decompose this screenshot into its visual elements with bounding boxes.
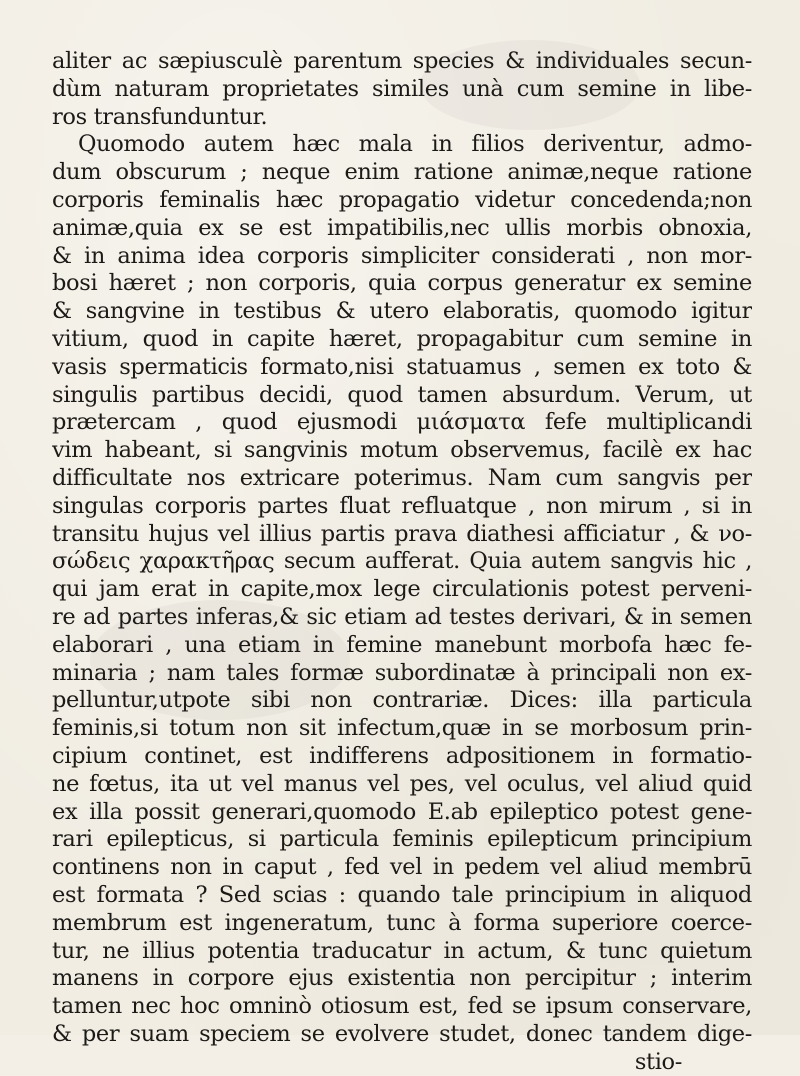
text-line: prætercam , quod ejusmodi μιάσματα fefe multiplicandi xyxy=(52,409,752,436)
text-line: & in anima idea corporis simpliciter considerati , non mor- xyxy=(52,242,752,269)
text-line: feminis,si totum non sit infectum,quæ in se morbosum prin- xyxy=(52,715,752,742)
text-line: aliter ac sæpiusculè parentum species & individuales secun- xyxy=(52,48,752,74)
text-line: dum obscurum ; neque enim ratione animæ,neque ratione xyxy=(52,159,752,186)
text-line: tamen nec hoc omninò otiosum est, fed se ipsum conservare, xyxy=(52,993,752,1020)
text-line: membrum est ingeneratum, tunc à forma superiore coerce- xyxy=(52,909,752,936)
text-line: singulis partibus decidi, quod tamen absurdum. Verum, ut xyxy=(52,381,752,408)
text-line: σώδεις χαρακτῆρας secum aufferat. Quia autem sangvis hic , xyxy=(52,548,752,575)
catchword: stio- xyxy=(634,1048,682,1075)
text-line: & per suam speciem se evolvere studet, donec tandem dige- xyxy=(52,1020,752,1047)
text-line: continens non in caput , fed vel in pedem vel aliud membrū xyxy=(52,854,752,881)
text-line: vitium, quod in capite hæret, propagabitur cum semine in xyxy=(52,325,752,352)
text-line: cipium continet, est indifferens adpositionem in formatio- xyxy=(52,742,752,769)
text-line: & sangvine in testibus & utero elaboratis, quomodo igitur xyxy=(52,298,752,325)
text-line: ex illa possit generari,quomodo E.ab epileptico potest gene- xyxy=(52,798,752,825)
text-line: elaborari , una etiam in femine manebunt morbofa hæc fe- xyxy=(52,631,752,658)
text-line: re ad partes inferas,& sic etiam ad testes derivari, & in semen xyxy=(52,603,752,630)
text-line: tur, ne illius potentia traducatur in actum, & tunc quietum xyxy=(52,937,752,964)
text-line: rari epilepticus, si particula feminis epilepticum principium xyxy=(52,826,752,853)
text-line: difficultate nos extricare poterimus. Nam cum sangvis per xyxy=(52,464,752,491)
text-line: pelluntur,utpote sibi non contrariæ. Dices: illa particula xyxy=(52,687,752,714)
text-line: ne fœtus, ita ut vel manus vel pes, vel oculus, vel aliud quid xyxy=(52,770,752,797)
text-line: manens in corpore ejus existentia non percipitur ; interim xyxy=(52,965,752,992)
text-line: bosi hæret ; non corporis, quia corpus generatur ex semine xyxy=(52,270,752,297)
text-line: dùm naturam proprietates similes unà cum semine in libe- xyxy=(52,75,752,102)
text-line: animæ,quia ex se est impatibilis,nec ullis morbis obnoxia, xyxy=(52,214,752,241)
text-line: minaria ; nam tales formæ subordinatæ à principali non ex- xyxy=(52,659,752,686)
text-line: Quomodo autem hæc mala in filios deriventur, admo- xyxy=(78,131,752,158)
text-line: singulas corporis partes fluat refluatque , non mirum , si in xyxy=(52,492,752,519)
text-line: corporis feminalis hæc propagatio videtur concedenda;non xyxy=(52,186,752,213)
text-line: est formata ? Sed scias : quando tale principium in aliquod xyxy=(52,881,752,908)
text-line: ros transfunduntur. xyxy=(52,103,268,130)
latin-text-block xyxy=(52,48,752,1076)
text-line: qui jam erat in capite,mox lege circulationis potest perveni- xyxy=(52,576,752,603)
text-line: vasis spermaticis formato,nisi statuamus , semen ex toto & xyxy=(52,353,752,380)
text-line: transitu hujus vel illius partis prava diathesi afficiatur , & νο- xyxy=(52,520,752,547)
text-line: vim habeant, si sangvinis motum observemus, facilè ex hac xyxy=(52,437,752,464)
